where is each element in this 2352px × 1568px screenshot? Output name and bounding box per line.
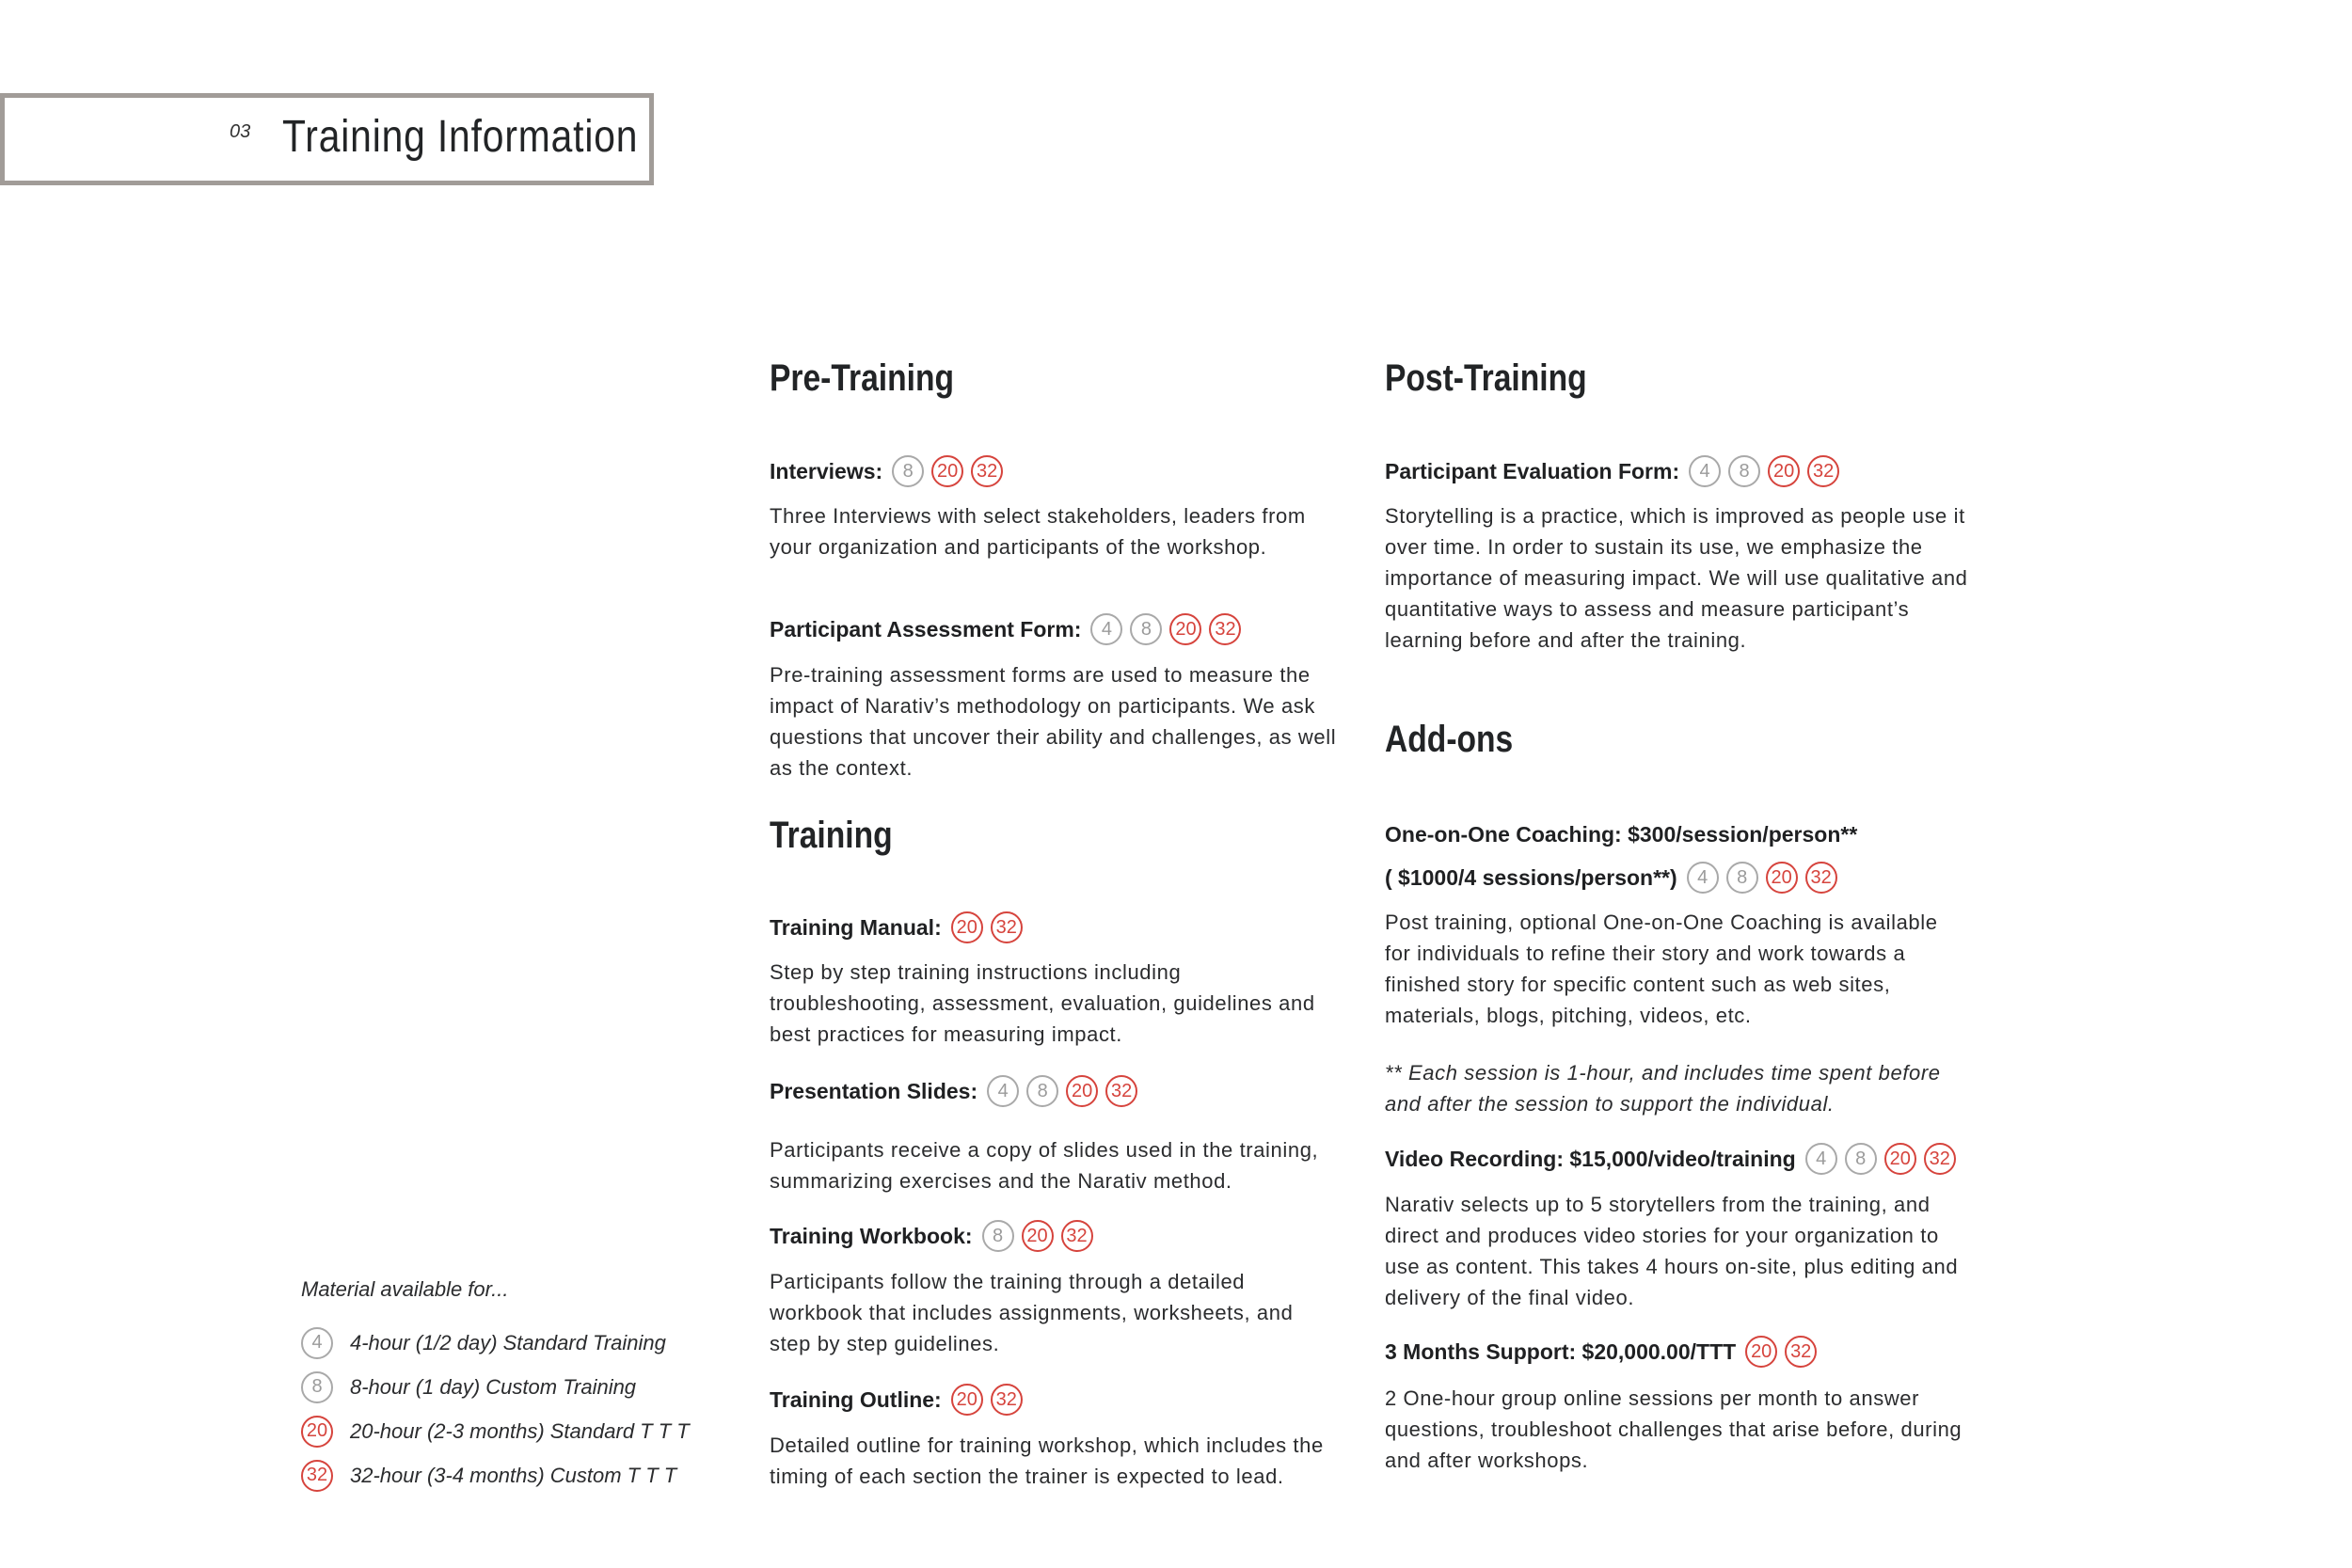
badge-20: 20 [1066, 1075, 1098, 1107]
badge-8: 8 [1130, 613, 1162, 645]
item-description: Participants follow the training through a detailed workbook that includes assignments, worksheets, and step by step guidelines. [770, 1270, 1294, 1355]
training-workbook-item [770, 1217, 1372, 1255]
three-months-support-item [1385, 1333, 1987, 1370]
badge-20: 20 [931, 455, 963, 487]
legend-item [301, 1321, 734, 1365]
item-description: Pre-training assessment forms are used to measure the impact of Narativ’s methodology on participants. We ask questions that uncover their ability and challenges, as well as the context. [770, 663, 1337, 780]
item-label: Participant Evaluation Form: [1385, 458, 1680, 483]
legend-item [301, 1453, 734, 1497]
legend [301, 1277, 734, 1497]
badge-32: 32 [1785, 1336, 1817, 1368]
badge-8: 8 [892, 455, 924, 487]
badge-4: 4 [1805, 1143, 1837, 1175]
legend-title: Material available for... [301, 1277, 509, 1301]
badge-20: 20 [1745, 1336, 1777, 1368]
coaching-item [1385, 816, 1987, 853]
badge-32: 32 [1061, 1220, 1093, 1252]
badge: 4 [301, 1327, 333, 1359]
badge: 32 [301, 1460, 333, 1492]
badge-20: 20 [951, 1384, 983, 1416]
item-description: Post training, optional One-on-One Coaching is available for individuals to refine their story and work towards a finished story for specific content such as web sites, materials, blogs, pitching, videos, etc. [1385, 911, 1938, 1027]
participant-assessment-item [770, 610, 1372, 648]
item-label: Video Recording: $15,000/video/training [1385, 1146, 1796, 1171]
item-description: Participants receive a copy of slides used in the training, summarizing exercises and the Narativ method. [770, 1138, 1319, 1193]
item-description: Narativ selects up to 5 storytellers from the training, and direct and produces video stories for your organization to use as content. This takes 4 hours on-site, plus editing and delivery of the final video. [1385, 1193, 1959, 1309]
badge-32: 32 [1924, 1143, 1956, 1175]
legend-label: 20-hour (2-3 months) Standard T T T [350, 1418, 690, 1443]
addons-title: Add-ons [1385, 719, 1514, 760]
badge-8: 8 [1726, 862, 1758, 894]
item-label: Interviews: [770, 458, 883, 483]
item-label: One-on-One Coaching: $300/session/person** [1385, 821, 1858, 847]
badge-4: 4 [1689, 455, 1721, 487]
badge-32: 32 [971, 455, 1003, 487]
item-description: Detailed outline for training workshop, which includes the timing of each section the trainer is expected to lead. [770, 1433, 1324, 1488]
item-label: Training Manual: [770, 914, 942, 940]
item-description: Three Interviews with select stakeholders, leaders from your organization and participants of the workshop. [770, 504, 1306, 559]
badge-8: 8 [1845, 1143, 1877, 1175]
badge: 20 [301, 1416, 333, 1448]
item-label: Presentation Slides: [770, 1078, 978, 1103]
badge-32: 32 [1209, 613, 1241, 645]
badge-4: 4 [1687, 862, 1719, 894]
badge-20: 20 [1169, 613, 1201, 645]
item-description: Storytelling is a practice, which is improved as people use it over time. In order to sustain its use, we emphasize the importance of measuring impact. We will use qualitative and quantitative ways to assess and measure participant’s learning before and after the training. [1385, 504, 1968, 652]
badge-8: 8 [982, 1220, 1014, 1252]
badge-20: 20 [1768, 455, 1800, 487]
badge-8: 8 [1728, 455, 1760, 487]
coaching-note: ** Each session is 1-hour, and includes time spent before and after the session to support the individual. [1385, 1061, 1941, 1116]
item-label: Training Outline: [770, 1386, 942, 1412]
item-label: 3 Months Support: $20,000.00/TTT [1385, 1338, 1737, 1364]
badge-4: 4 [1090, 613, 1122, 645]
pre-training-title: Pre-Training [770, 357, 955, 399]
presentation-slides-item [770, 1072, 1372, 1110]
page-title: Training Information [282, 112, 639, 162]
item-label: Participant Assessment Form: [770, 616, 1082, 641]
badge-4: 4 [987, 1075, 1019, 1107]
post-training-title: Post-Training [1385, 357, 1587, 399]
badge-32: 32 [1105, 1075, 1137, 1107]
video-recording-item [1385, 1140, 1987, 1178]
badge-32: 32 [991, 911, 1023, 943]
legend-label: 4-hour (1/2 day) Standard Training [350, 1330, 666, 1354]
badge-32: 32 [991, 1384, 1023, 1416]
badge-20: 20 [951, 911, 983, 943]
item-label: Training Workbook: [770, 1223, 973, 1248]
item-label: ( $1000/4 sessions/person**) [1385, 864, 1677, 890]
legend-item [301, 1409, 734, 1453]
badge-20: 20 [1766, 862, 1798, 894]
legend-label: 32-hour (3-4 months) Custom T T T [350, 1463, 677, 1487]
badge-8: 8 [1026, 1075, 1058, 1107]
item-description: 2 One-hour group online sessions per month to answer questions, troubleshoot challenges that arise before, during and after workshops. [1385, 1386, 1963, 1472]
badge-32: 32 [1807, 455, 1839, 487]
badge-32: 32 [1805, 862, 1837, 894]
badge-20: 20 [1022, 1220, 1054, 1252]
legend-item [301, 1365, 734, 1409]
legend-label: 8-hour (1 day) Custom Training [350, 1374, 637, 1399]
badge-20: 20 [1884, 1143, 1916, 1175]
badge: 8 [301, 1371, 333, 1403]
interviews-item [770, 452, 1372, 490]
item-description: Step by step training instructions including troubleshooting, assessment, evaluation, guidelines and best practices for measuring impact. [770, 960, 1315, 1046]
participant-evaluation-item [1385, 452, 1987, 490]
training-title: Training [770, 815, 893, 856]
training-manual-item [770, 909, 1372, 946]
training-outline-item [770, 1381, 1372, 1418]
section-number: 03 [230, 121, 251, 142]
